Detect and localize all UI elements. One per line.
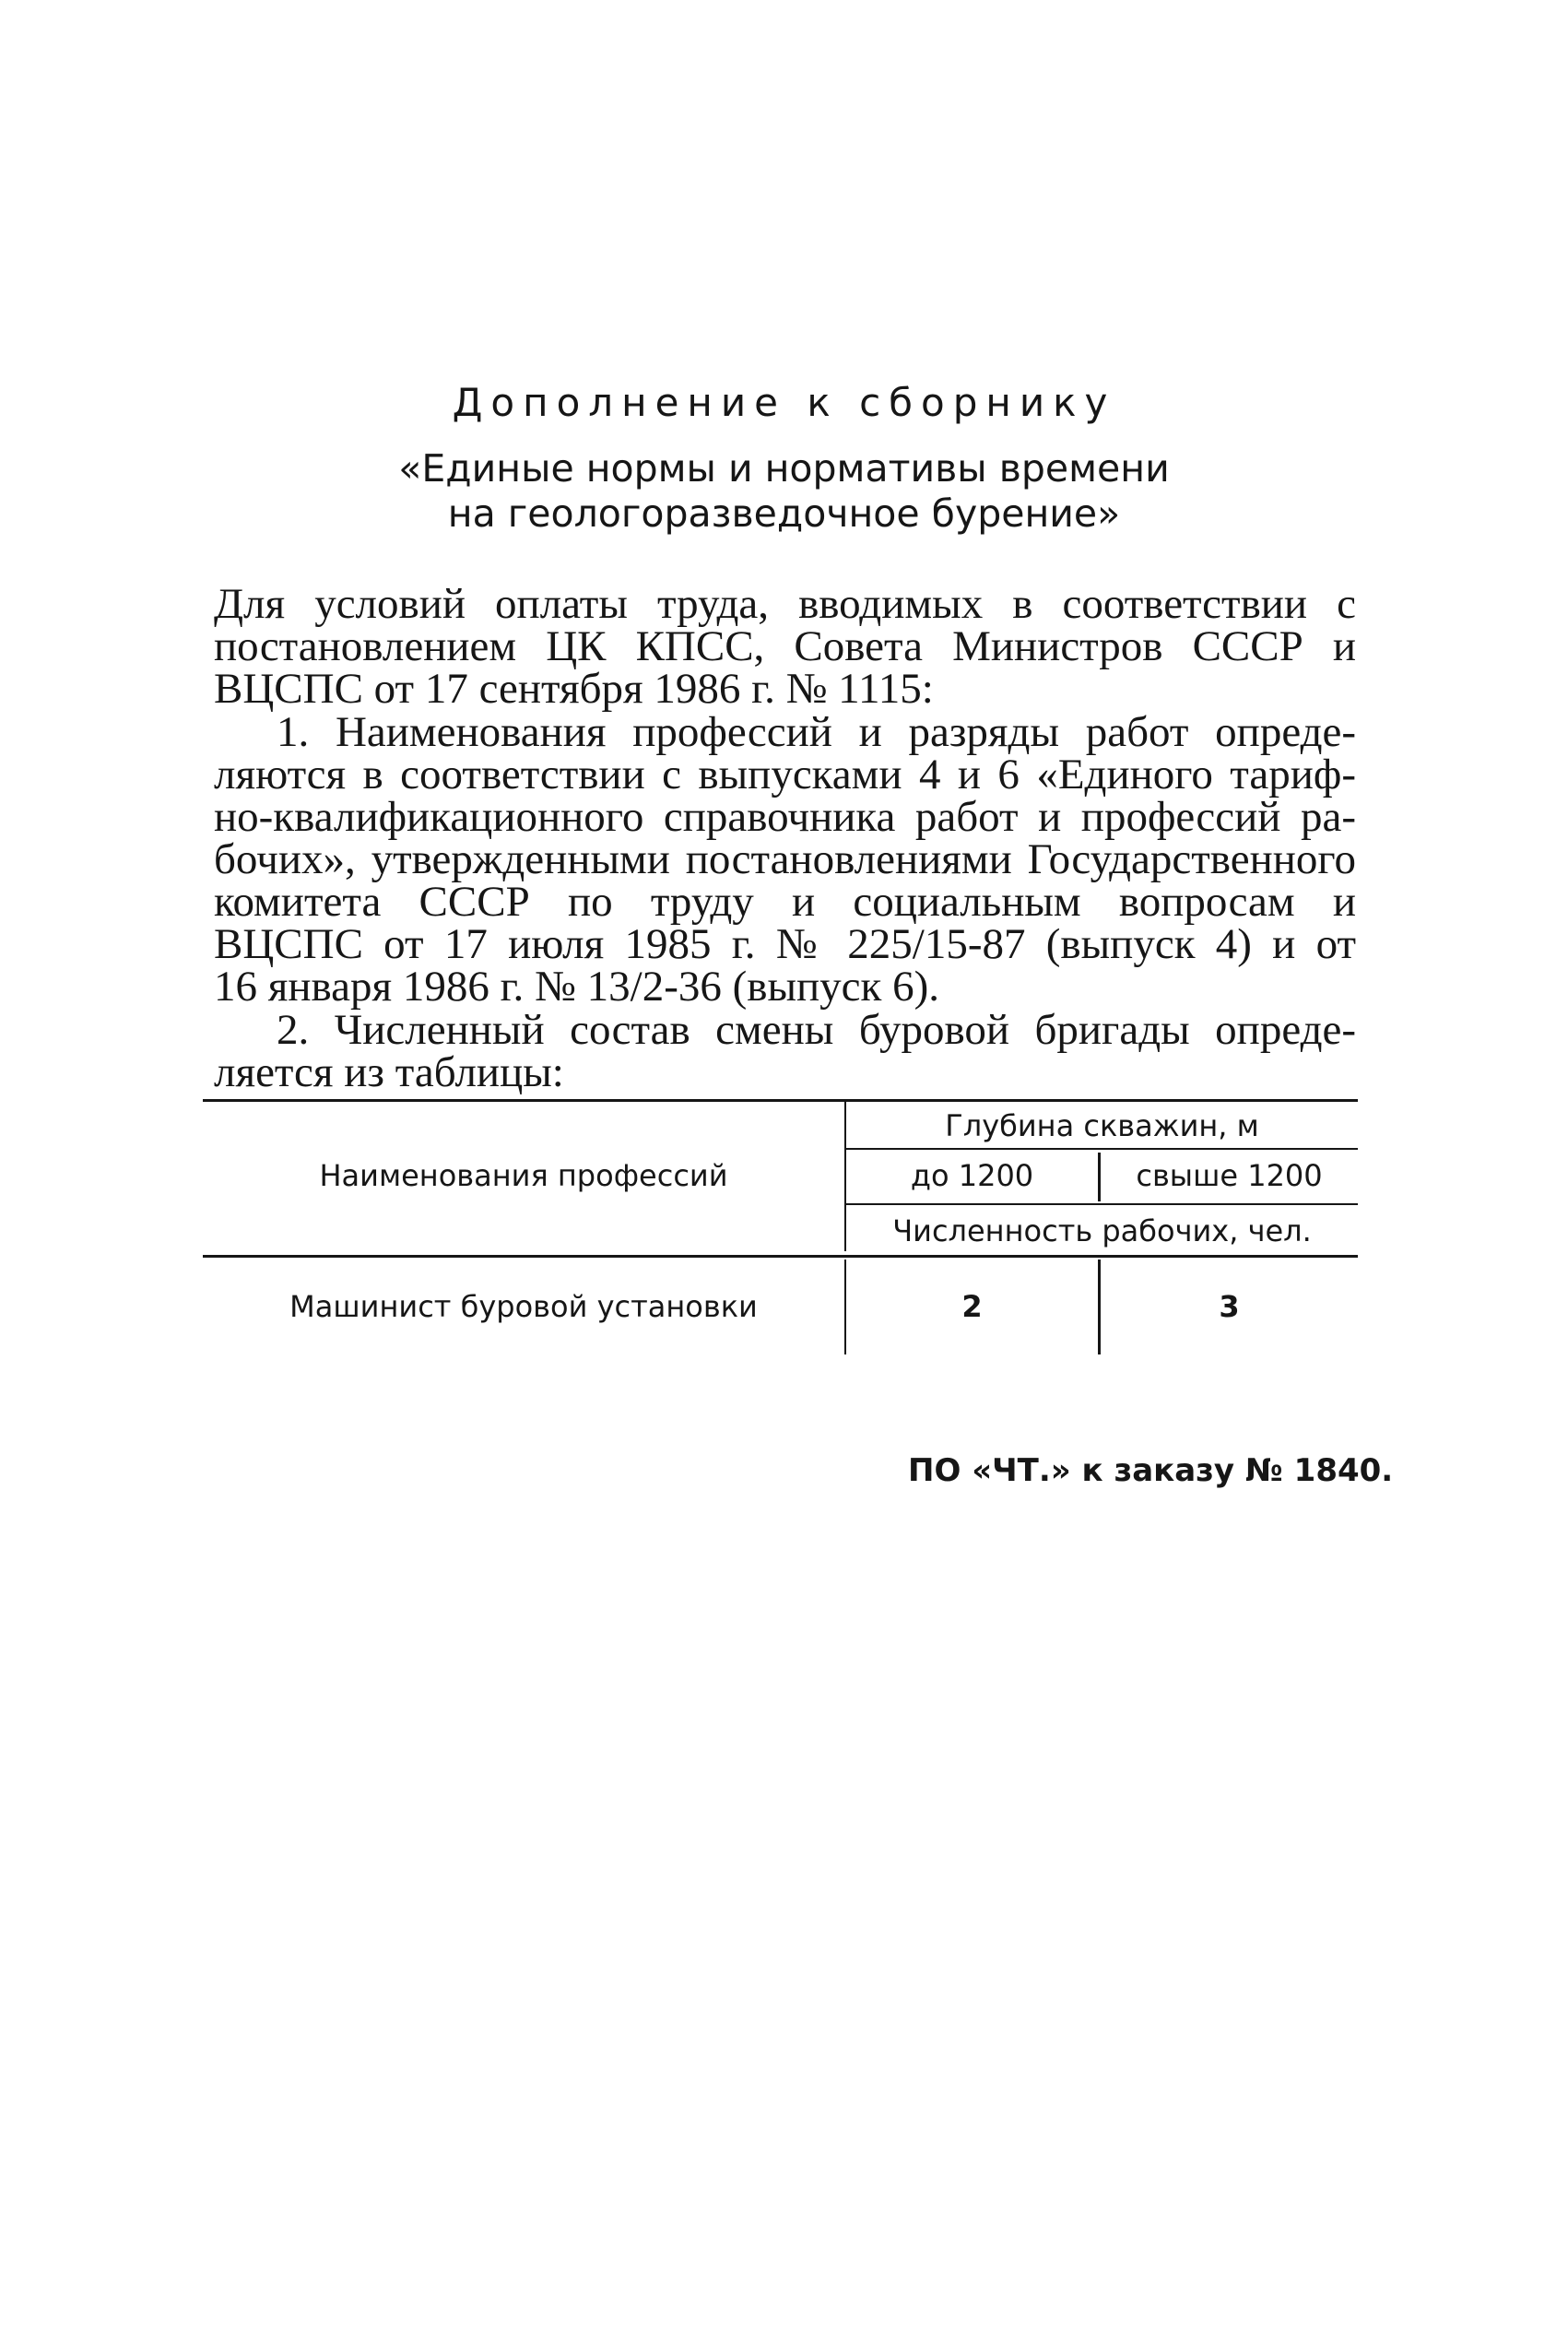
print-order-note: ПО «ЧТ.» к заказу № 1840. (908, 1452, 1394, 1489)
paragraph-line: ВЦСПС от 17 сентября 1986 г. № 1115: (214, 665, 934, 713)
paragraph-line: бочих», утвержденными постановлениями Государственного (214, 835, 1356, 883)
paragraph-line: ляется из таблицы: (214, 1048, 564, 1096)
header-well-depth: Глубина скважин, м (945, 1108, 1259, 1143)
paragraph-line: но-квалификационного справочника работ и профессий ра- (214, 793, 1356, 841)
column-header-rule (846, 1203, 1358, 1205)
header-profession: Наименования профессий (319, 1158, 728, 1193)
group-header-rule (846, 1148, 1358, 1150)
header-worker-count: Численность рабочих, чел. (892, 1213, 1312, 1248)
paragraph-line: 16 января 1986 г. № 13/2-36 (выпуск 6). (214, 963, 940, 1011)
heading: Дополнение к сборнику (452, 380, 1116, 425)
paragraph-line: Для условий оплаты труда, вводимых в соответствии с (214, 580, 1356, 628)
paragraph-line: комитета СССР по труду и социальным вопросам и (214, 878, 1356, 926)
row-over-1200: 3 (1219, 1289, 1240, 1324)
row-up-to-1200: 2 (961, 1289, 983, 1324)
paragraph-line: 1. Наименования профессий и разряды работ опреде- (277, 708, 1356, 756)
subtitle-line-2: на геологоразведочное бурение» (447, 491, 1121, 536)
header-up-to-1200: до 1200 (910, 1158, 1034, 1193)
paragraph-line: 2. Численный состав смены буровой бригады опреде- (277, 1006, 1356, 1054)
paragraph-line: ВЦСПС от 17 июля 1985 г. № 225/15-87 (выпуск 4) и от (214, 920, 1356, 968)
table-top-rule (203, 1099, 1358, 1102)
table-header-rule (203, 1255, 1358, 1258)
paragraph-line: постановлением ЦК КПСС, Совета Министров СССР и (214, 622, 1356, 670)
header-over-1200: свыше 1200 (1136, 1158, 1323, 1193)
row-profession: Машинист буровой установки (289, 1289, 758, 1324)
subtitle-line-1: «Единые нормы и нормативы времени (398, 446, 1170, 491)
paragraph-line: ляются в соответствии с выпусками 4 и 6 «Единого тариф- (214, 751, 1356, 798)
